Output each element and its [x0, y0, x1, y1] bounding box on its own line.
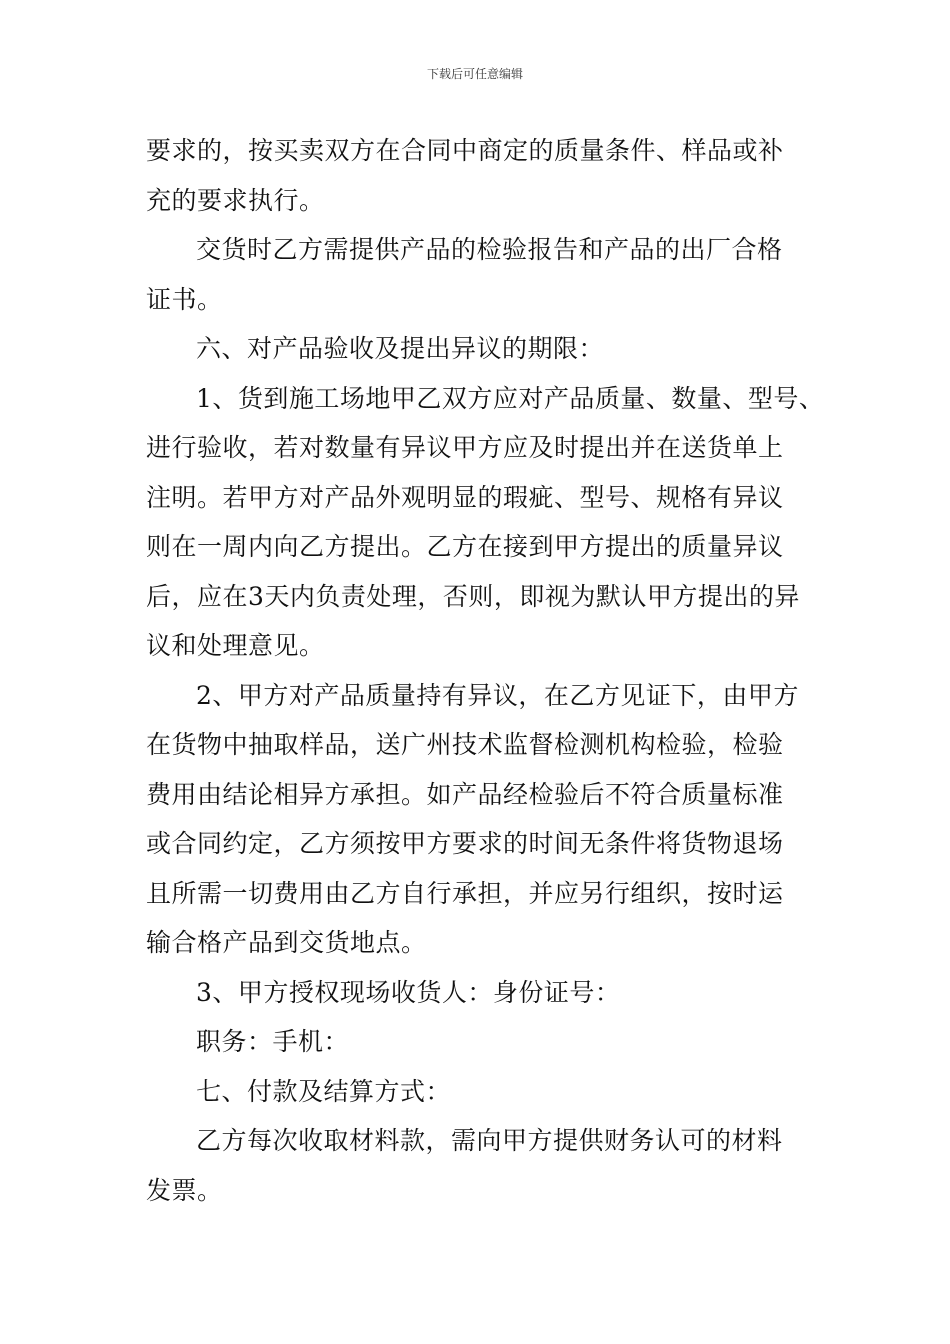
text-line: 注明。若甲方对产品外观明显的瑕疵、型号、规格有异议 — [146, 482, 784, 512]
text-line: 交货时乙方需提供产品的检验报告和产品的出厂合格 — [196, 235, 783, 264]
text-line: 进行验收，若对数量有异议甲方应及时提出并在送货单上 — [146, 433, 784, 462]
text-line: 费用由结论相异方承担。如产品经检验后不符合质量标准 — [146, 779, 784, 809]
text-line: 要求的，按买卖双方在合同中商定的质量条件、样品或补 — [146, 136, 784, 165]
text-line: 则在一周内向乙方提出。乙方在接到甲方提出的质量异议 — [146, 532, 784, 561]
text-line: 乙方每次收取材料款，需向甲方提供财务认可的材料 — [196, 1126, 783, 1155]
text-line: 且所需一切费用由乙方自行承担，并应另行组织，按时运 — [146, 878, 784, 908]
text-line: 3、甲方授权现场收货人：身份证号： — [196, 977, 621, 1007]
section-heading: 六、对产品验收及提出异议的期限： — [196, 334, 605, 363]
document-text — [146, 126, 825, 1215]
text-line: 充的要求执行。 — [146, 185, 325, 215]
text-line: 或合同约定，乙方须按甲方要求的时间无条件将货物退场 — [146, 829, 784, 858]
page-header: 下载后可任意编辑 — [426, 67, 523, 81]
text-line: 证书。 — [146, 284, 223, 314]
document-body — [146, 126, 825, 1215]
text-line: 议和处理意见。 — [146, 631, 325, 660]
text-line: 发票。 — [146, 1175, 223, 1205]
text-line: 输合格产品到交货地点。 — [146, 928, 427, 957]
text-line: 在货物中抽取样品，送广州技术监督检测机构检验，检验 — [146, 730, 784, 759]
section-heading: 七、付款及结算方式： — [196, 1076, 452, 1106]
text-line: 职务：手机： — [196, 1027, 350, 1056]
text-line: 1、货到施工场地甲乙双方应对产品质量、数量、型号、 — [196, 383, 825, 413]
text-line: 后，应在3天内负责处理，否则，即视为默认甲方提出的异 — [146, 581, 800, 611]
text-line: 2、甲方对产品质量持有异议，在乙方见证下，由甲方 — [196, 680, 799, 710]
